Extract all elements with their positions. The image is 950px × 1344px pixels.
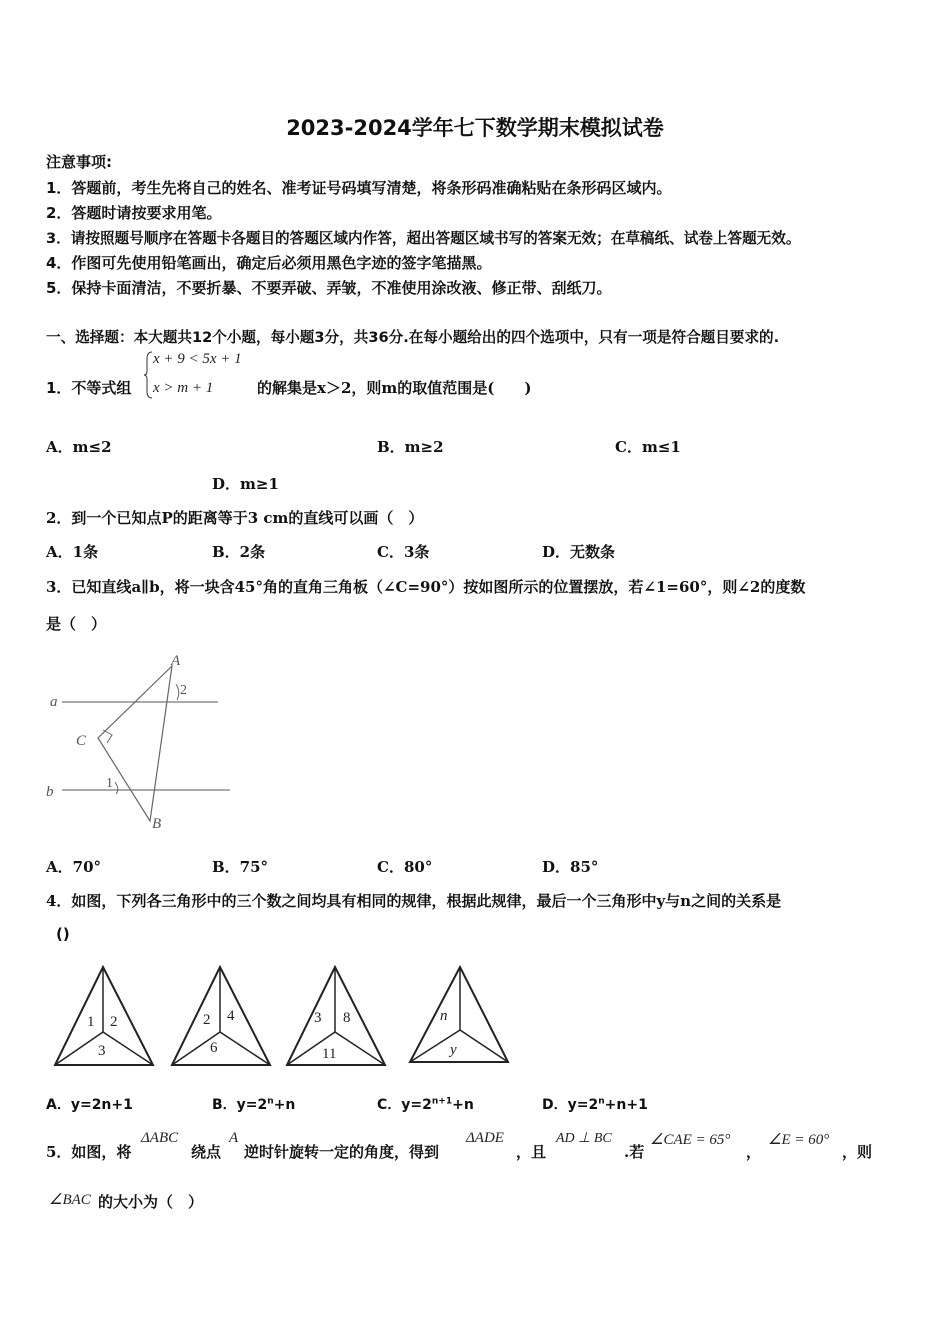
- q2-option-a[interactable]: A．1条: [46, 543, 99, 561]
- q3-option-b[interactable]: B．75°: [212, 858, 269, 876]
- q4-text-line2: (): [56, 925, 70, 943]
- q1-option-d[interactable]: D．m≥1: [212, 475, 279, 493]
- triangle-3-bottom: 11: [322, 1046, 337, 1062]
- note-item: 4．作图可先使用铅笔画出，确定后必须用黑色字迹的签字笔描黑。: [46, 254, 492, 272]
- triangle-1-right: 2: [110, 1014, 118, 1030]
- q1-inequality-2: x > m + 1: [153, 380, 214, 396]
- q4-option-d[interactable]: D．$y=2^n+n+1$: [542, 1096, 648, 1113]
- triangle-2: [172, 967, 270, 1065]
- note-item: 5．保持卡面清洁，不要折暴、不要弄破、弄皱，不准使用涂改液、修正带、刮纸刀。: [46, 279, 612, 297]
- label-angle1: 1: [106, 776, 113, 791]
- q3-text-line2: 是（ ）: [46, 615, 107, 633]
- q4-option-c[interactable]: C．$y=2^{n+1}+n$: [377, 1096, 474, 1113]
- triangle-2-left: 2: [203, 1012, 211, 1028]
- q4-option-a[interactable]: A．y=2n+1: [46, 1097, 133, 1113]
- triangle-4: [410, 967, 508, 1062]
- triangle-3-left: 3: [314, 1010, 322, 1026]
- q2-text: 2．到一个已知点P的距离等于3 cm的直线可以画（ ）: [46, 509, 424, 527]
- triangle-abc: [98, 666, 172, 821]
- page-title: 2023-2024学年七下数学期末模拟试卷: [286, 116, 664, 140]
- notes-heading: 注意事项:: [46, 153, 112, 171]
- section-heading: 一、选择题：本大题共12个小题，每小题3分，共36分.在每小题给出的四个选项中，只有一项是符合题目要求的.: [46, 329, 780, 346]
- q2-option-d[interactable]: D．无数条: [542, 543, 616, 561]
- label-angle2: 2: [180, 683, 187, 698]
- q5-math-angle-bac: ∠BAC: [49, 1192, 91, 1208]
- note-item: 2．答题时请按要求用笔。: [46, 204, 222, 222]
- note-item: 3．请按照题号顺序在答题卡各题目的答题区域内作答，超出答题区域书写的答案无效；在草稿纸、试卷上答题无效。: [46, 230, 801, 247]
- label-A: A: [171, 653, 181, 669]
- q5-text-1: 5．如图，将: [46, 1143, 132, 1161]
- q5-text-3: 逆时针旋转一定的角度，得到: [244, 1143, 440, 1161]
- triangle-2-right: 4: [227, 1008, 235, 1024]
- triangle-3-right: 8: [343, 1010, 351, 1026]
- triangle-4-left: n: [440, 1008, 448, 1024]
- q1-option-a[interactable]: A．m≤2: [46, 438, 112, 456]
- q3-figure: [40, 648, 240, 838]
- triangle-3: [287, 967, 385, 1065]
- triangle-2-bottom: 6: [210, 1040, 218, 1056]
- q3-option-c[interactable]: C．80°: [377, 858, 433, 876]
- q1-option-b[interactable]: B．m≥2: [377, 438, 444, 456]
- system-brace: [143, 351, 153, 399]
- q3-text-line1: 3．已知直线a∥b，将一块含45°角的直角三角板（∠C=90°）按如图所示的位置摆放，若∠1=60°，则∠2的度数: [46, 578, 806, 596]
- q4-triangles: [50, 962, 520, 1072]
- q5-text-6: ，: [746, 1143, 762, 1161]
- q5-math-angle-cae: ∠CAE = 65°: [650, 1132, 731, 1148]
- q1-inequality-1: x + 9 < 5x + 1: [153, 351, 242, 367]
- q2-option-c[interactable]: C．3条: [377, 543, 430, 561]
- q5-text-5: .若: [624, 1143, 645, 1161]
- q5-text-8: 的大小为（ ）: [98, 1193, 204, 1211]
- q4-option-b[interactable]: B．$y=2^n+n$: [212, 1096, 296, 1113]
- q4-text-line1: 4．如图，下列各三角形中的三个数之间均具有相同的规律，根据此规律，最后一个三角形中y与n之间的关系是: [46, 892, 782, 910]
- label-C: C: [76, 733, 87, 749]
- q5-math-angle-e: ∠E = 60°: [768, 1132, 830, 1148]
- triangle-4-bottom: y: [450, 1042, 457, 1058]
- triangle-1: [55, 967, 153, 1065]
- q5-math-triangle-abc: ΔABC: [141, 1130, 179, 1146]
- triangle-1-left: 1: [87, 1014, 95, 1030]
- q5-text-4: ，且: [516, 1143, 547, 1161]
- q3-option-d[interactable]: D．85°: [542, 858, 599, 876]
- note-item: 1．答题前，考生先将自己的姓名、准考证号码填写清楚，将条形码准确粘贴在条形码区域内。: [46, 179, 672, 197]
- angle1-arc: [115, 782, 118, 794]
- q1-option-c[interactable]: C．m≤1: [615, 438, 681, 456]
- label-b: b: [46, 784, 54, 800]
- triangle-1-bottom: 3: [98, 1043, 106, 1059]
- angle2-arc: [176, 684, 179, 700]
- q1-prefix: 1．不等式组: [46, 379, 132, 397]
- q5-math-point-a: A: [229, 1130, 239, 1146]
- q3-option-a[interactable]: A．70°: [46, 858, 102, 876]
- q5-text-7: ，则: [842, 1143, 873, 1161]
- q2-option-b[interactable]: B．2条: [212, 543, 266, 561]
- q5-math-triangle-ade: ΔADE: [466, 1130, 504, 1146]
- q5-text-2: 绕点: [191, 1143, 222, 1161]
- q5-math-perpendicular: AD ⊥ BC: [556, 1131, 612, 1146]
- label-a: a: [50, 694, 58, 710]
- label-B: B: [152, 816, 162, 832]
- q1-suffix: 的解集是x＞2，则m的取值范围是( ): [257, 379, 532, 397]
